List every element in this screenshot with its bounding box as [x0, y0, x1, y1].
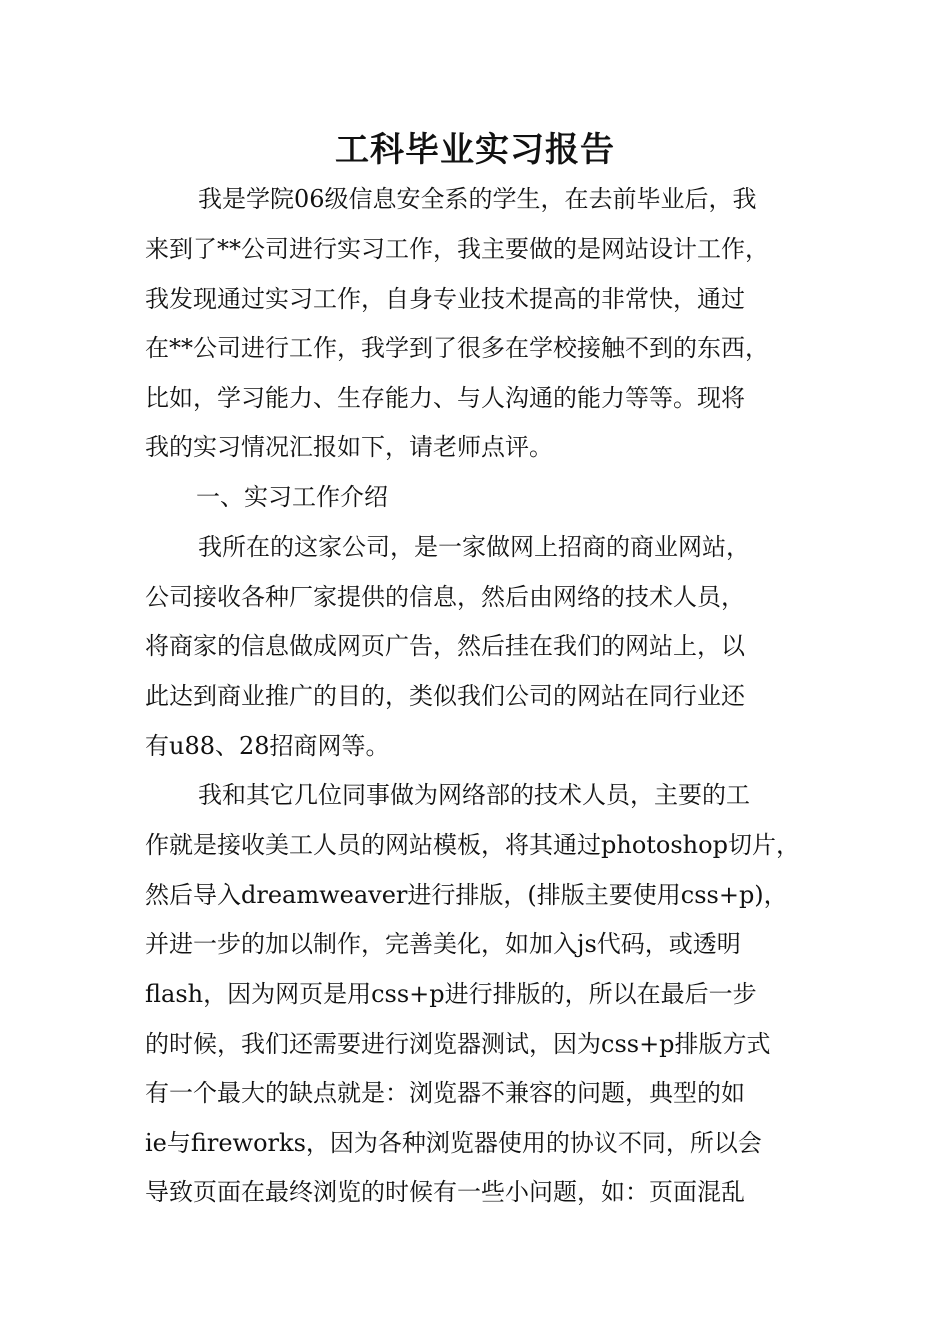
paragraph-line: flash，因为网页是用css+p进行排版的，所以在最后一步: [145, 980, 757, 1008]
section-heading: 一、实习工作介绍: [196, 483, 388, 511]
paragraph-line: 有u88、28招商网等。: [145, 732, 390, 760]
paragraph-line: 在**公司进行工作，我学到了很多在学校接触不到的东西，: [145, 334, 769, 362]
paragraph-line: 的时候，我们还需要进行浏览器测试，因为css+p排版方式: [145, 1030, 771, 1058]
paragraph-line: 来到了**公司进行实习工作，我主要做的是网站设计工作，: [145, 235, 769, 263]
paragraph-line: 比如，学习能力、生存能力、与人沟通的能力等等。现将: [145, 384, 745, 412]
paragraph-line: 此达到商业推广的目的，类似我们公司的网站在同行业还: [145, 682, 745, 710]
paragraph-line: 导致页面在最终浏览的时候有一些小问题，如：页面混乱: [145, 1178, 745, 1206]
paragraph-line: 并进一步的加以制作，完善美化，如加入js代码，或透明: [145, 930, 741, 958]
paragraph-line: 作就是接收美工人员的网站模板，将其通过photoshop切片，: [145, 831, 800, 859]
paragraph-line: ie与fireworks，因为各种浏览器使用的协议不同，所以会: [145, 1129, 762, 1157]
paragraph-line: 将商家的信息做成网页广告，然后挂在我们的网站上，以: [145, 632, 745, 660]
paragraph-line: 然后导入dreamweaver进行排版，(排版主要使用css+p)，: [145, 881, 788, 909]
paragraph-line: 有一个最大的缺点就是：浏览器不兼容的问题，典型的如: [145, 1079, 745, 1107]
paragraph-line: 我发现通过实习工作，自身专业技术提高的非常快，通过: [145, 285, 745, 313]
paragraph-line: 公司接收各种厂家提供的信息，然后由网络的技术人员，: [145, 583, 745, 611]
paragraph-line: 我和其它几位同事做为网络部的技术人员，主要的工: [198, 781, 750, 809]
paragraph-line: 我所在的这家公司，是一家做网上招商的商业网站，: [198, 533, 750, 561]
paragraph-line: 我是学院06级信息安全系的学生，在去前毕业后，我: [198, 185, 757, 213]
document-title: 工科毕业实习报告: [335, 130, 615, 170]
paragraph-line: 我的实习情况汇报如下，请老师点评。: [145, 433, 553, 461]
